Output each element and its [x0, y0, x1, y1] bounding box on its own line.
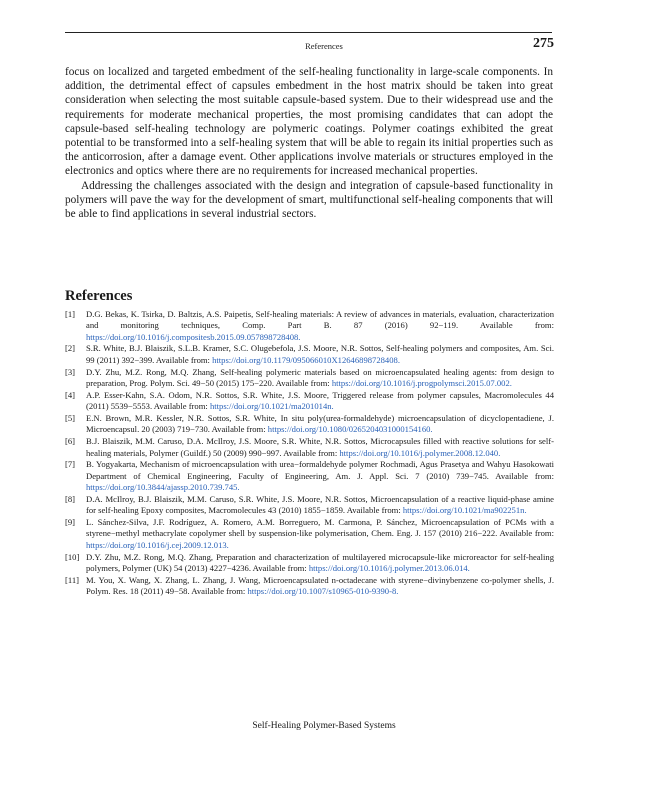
reference-item [65, 517, 554, 551]
doi-link[interactable]: https://doi.org/10.1016/j.polymer.2013.06.014. [308, 562, 470, 573]
body-text [65, 65, 553, 221]
reference-number: [8] [65, 493, 76, 504]
reference-number: [10] [65, 551, 80, 562]
doi-link[interactable]: https://doi.org/10.1080/0265204031000154160. [267, 424, 433, 435]
reference-text [86, 494, 554, 517]
doi-link[interactable]: https://doi.org/10.1007/s10965-010-9390-8. [247, 586, 399, 597]
reference-number: [1] [65, 309, 76, 319]
page-number: 275 [533, 36, 554, 51]
doi-link[interactable]: https://doi.org/10.1179/095066010X12646898728408. [212, 354, 400, 365]
reference-citation: E.N. Brown, M.R. Kessler, N.R. Sottos, S.R. White, In situ poly(urea-formaldehyde) microencapsulation of dicyclopentadiene, J. Microencapsul. 20 (2003) 719−730. Available from: [86, 413, 554, 435]
doi-link[interactable]: https://doi.org/10.1021/ma902251n. [402, 505, 527, 516]
reference-citation: S.R. White, B.J. Blaiszik, S.L.B. Kramer, S.C. Olugebefola, J.S. Moore, N.R. Sottos, Self-healing polymers and composites, Am. Sci. 99 (2011) 392−399. Available from: [86, 343, 554, 365]
references-heading: References [65, 288, 133, 304]
doi-link[interactable]: https://doi.org/10.3844/ajassp.2010.739.745. [86, 482, 240, 493]
reference-citation: L. Sánchez-Silva, J.F. Rodríguez, A. Romero, A.M. Borreguero, M. Carmona, P. Sánchez, Microencapsulation of PCMs with a styrene−methyl methacrylate copolymer shell by suspension-like polymerisation, Chem. Eng. J. 157 (2010) 216−222. Available from: [86, 517, 554, 539]
reference-text [86, 517, 554, 551]
reference-number: [9] [65, 517, 76, 528]
reference-item [65, 552, 554, 575]
reference-text [86, 459, 554, 493]
header-rule [65, 32, 552, 33]
reference-citation: M. You, X. Wang, X. Zhang, L. Zhang, J. Wang, Microencapsulated n-octadecane with styrene−divinybenzene co-polymer shells, J. Polym. Res. 18 (2011) 49−58. Available from: [86, 574, 554, 597]
reference-citation: B.J. Blaiszik, M.M. Caruso, D.A. McIlroy, J.S. Moore, S.R. White, N.R. Sottos, Microcapsules filled with reactive solutions for self-healing materials, Polymer (Guildf.) 50 (2009) 990−997. Available from: [86, 436, 554, 458]
doi-link[interactable]: https://doi.org/10.1016/j.cej.2009.12.013. [86, 539, 229, 550]
reference-item [65, 309, 554, 343]
reference-citation: D.Y. Zhu, M.Z. Rong, M.Q. Zhang, Preparation and characterization of multilayered microcapsule-like microreactor for self-healing polymers, Polymer (UK) 54 (2013) 4227−4236. Available from: [86, 551, 554, 573]
doi-link[interactable]: https://doi.org/10.1016/j.compositesb.2015.09.057898728408. [86, 331, 301, 342]
reference-number: [5] [65, 413, 76, 424]
doi-link[interactable]: https://doi.org/10.1021/ma201014n. [209, 401, 334, 412]
doi-link[interactable]: https://doi.org/10.1016/j.progpolymsci.2015.07.002. [331, 377, 512, 388]
reference-number: [2] [65, 343, 76, 354]
reference-text [86, 575, 554, 598]
reference-text [86, 367, 554, 390]
page-footer: Self-Healing Polymer-Based Systems [252, 721, 396, 731]
reference-item [65, 459, 554, 493]
body-paragraph: Addressing the challenges associated with the design and integration of capsule-based functionality in polymers will pave the way for the development of smart, multifunctional self-healing components that will be able to find applications in several industrial sectors. [65, 179, 553, 221]
reference-text [86, 390, 554, 413]
reference-item [65, 343, 554, 366]
reference-number: [7] [65, 459, 76, 470]
reference-item [65, 436, 554, 459]
reference-text [86, 413, 554, 436]
reference-number: [11] [65, 574, 79, 585]
reference-item [65, 413, 554, 436]
reference-list [65, 309, 554, 598]
doi-link[interactable]: https://doi.org/10.1016/j.polymer.2008.12.040. [339, 447, 501, 458]
reference-number: [3] [65, 366, 76, 377]
reference-item [65, 494, 554, 517]
reference-item [65, 367, 554, 390]
reference-text [86, 309, 554, 343]
running-head: References [305, 41, 343, 51]
reference-citation: A.P. Esser-Kahn, S.A. Odom, N.R. Sottos, S.R. White, J.S. Moore, Triggered release from polymer capsules, Macromolecules 44 (2011) 5539−5553. Available from: [86, 389, 554, 412]
body-paragraph: focus on localized and targeted embedment of the self-healing functionality in large-scale components. In addition, the detrimental effect of capsules embedment in the host matrix should be taken into great consideration when selecting the most suitable capsule-based system. Due to their widespread use and the requirements for moderate mechanical properties, the most promising candidates that can adopt the capsule-based self-healing technology are polymeric coatings. Polymer coatings exhibited the great potential to be transformed into a self-healing system that will be able to regain its initial properties such as the anticorrosion, after a damage event. Other applications involve materials or structures employed in the electronics and optics where there are no requirements for increased mechanical properties. [65, 66, 553, 178]
reference-citation: D.Y. Zhu, M.Z. Rong, M.Q. Zhang, Self-healing polymeric materials based on microencapsulated healing agents: from design to preparation, Prog. Polym. Sci. 49−50 (2015) 175−220. Available from: [86, 366, 554, 388]
reference-text [86, 552, 554, 575]
reference-number: [6] [65, 436, 76, 447]
reference-item [65, 390, 554, 413]
reference-citation: B. Yogyakarta, Mechanism of microencapsulation with urea−formaldehyde polymer Rochmadi, Agus Prasetya and Wahyu Hasokowati Department of Chemical Engineering, Faculty of Engineering, Am. J. Appl. Sci. 7 (2010) 739−745. Available from: [86, 459, 554, 481]
reference-citation: D.G. Bekas, K. Tsirka, D. Baltzis, A.S. Paipetis, Self-healing materials: A review of advances in materials, evaluation, characterization and monitoring techniques, Comp. Part B. 87 (2016) 92−119. Available from: [86, 309, 554, 331]
reference-text [86, 436, 554, 459]
reference-number: [4] [65, 389, 76, 400]
reference-item [65, 575, 554, 598]
reference-text [86, 343, 554, 366]
reference-citation: D.A. McIlroy, B.J. Blaiszik, M.M. Caruso, S.R. White, J.S. Moore, N.R. Sottos, Microencapsulation of a reactive liquid-phase amine for self-healing Epoxy composites, Macromolecules 43 (2010) 1855−1859. Available from: [86, 493, 554, 516]
